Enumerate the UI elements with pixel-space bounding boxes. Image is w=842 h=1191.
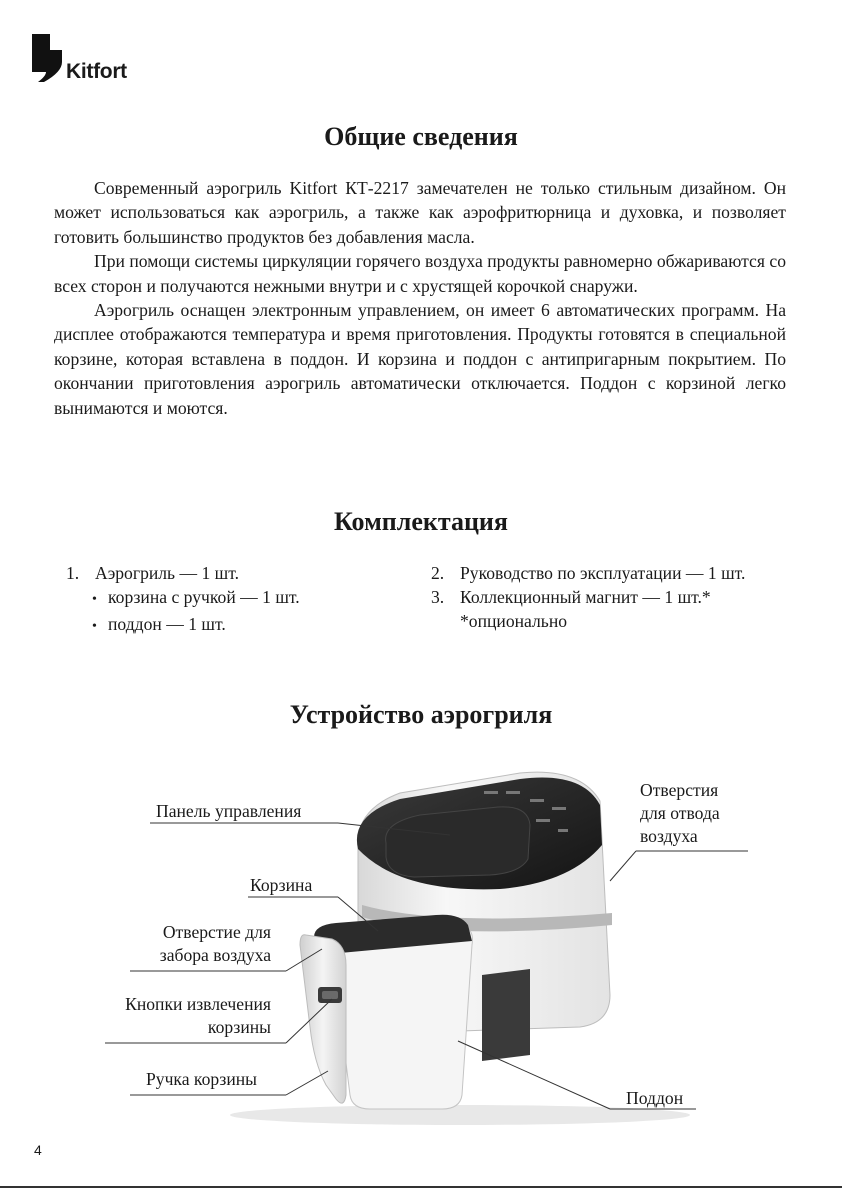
label-line: для отвода [640, 803, 720, 823]
kit-list-left [66, 561, 300, 639]
brand-name: Kitfort [66, 60, 127, 83]
kitfort-logo-mark-icon [30, 32, 64, 84]
label-basket: Корзина [250, 875, 313, 895]
list-number: 2. [431, 563, 445, 583]
label-air-intake [160, 921, 271, 967]
label-line: Отверстие для [162, 922, 271, 942]
paragraph: При помощи системы циркуляции горячего воздуха продукты равномерно обжариваются со всех сторон и получаются нежными внутри и с хрустящей корочкой снаружи. [54, 251, 786, 296]
list-item-text: Коллекционный магнит — 1 шт.* [460, 587, 711, 607]
label-line: корзины [207, 1017, 271, 1037]
label-line: забора воздуха [159, 945, 271, 965]
footer-rule [0, 1186, 842, 1188]
label-control-panel: Панель управления [156, 801, 302, 821]
list-item [431, 561, 745, 585]
label-line: Отверстия [640, 780, 719, 800]
page-number: 4 [34, 1142, 42, 1158]
list-subitem-text: поддон — 1 шт. [108, 614, 226, 634]
bullet-icon: • [92, 592, 97, 607]
list-number: 1. [66, 563, 80, 583]
list-number: 3. [431, 587, 445, 607]
label-line: воздуха [640, 826, 698, 846]
kit-list-right [431, 561, 745, 633]
general-description [54, 176, 786, 420]
air-fryer-diagram [100, 765, 760, 1125]
paragraph: Аэрогриль оснащен электронным управлением, он имеет 6 автоматических программ. На дисплее отображаются температура и время приготовления. Продукты готовятся в специальной корзине, которая вставлена в поддон. И корзина и поддон с антипригарным покрытием. По окончании приготовления аэрогриль автоматически отключается. Поддон с корзиной легко вынимаются и моются. [54, 300, 786, 418]
list-item [66, 561, 300, 585]
list-subitem [66, 612, 300, 639]
label-air-outlet [640, 779, 720, 848]
label-tray: Поддон [626, 1088, 684, 1108]
section-title-general: Общие сведения [324, 122, 518, 151]
section-title-device: Устройство аэрогриля [289, 700, 553, 729]
paragraph: Современный аэрогриль Kitfort КТ-2217 замечателен не только стильным дизайном. Он может использоваться как аэрогриль, а также как аэрофритюрница и духовка, и позволяет готовить большинство продуктов без добавления масла. [54, 178, 786, 247]
list-subitem [66, 585, 300, 612]
label-line: Кнопки извлечения [125, 994, 271, 1014]
footnote: *опционально [460, 611, 568, 631]
list-subitem-text: корзина с ручкой — 1 шт. [108, 587, 300, 607]
kitfort-logo [30, 32, 150, 92]
list-item-text: Руководство по эксплуатации — 1 шт. [460, 563, 746, 583]
label-release-buttons [125, 993, 271, 1039]
label-basket-handle: Ручка корзины [146, 1069, 257, 1089]
section-title-kit: Комплектация [334, 507, 508, 536]
bullet-icon: • [92, 619, 97, 634]
list-item [431, 585, 745, 609]
list-item-text: Аэрогриль — 1 шт. [95, 563, 239, 583]
